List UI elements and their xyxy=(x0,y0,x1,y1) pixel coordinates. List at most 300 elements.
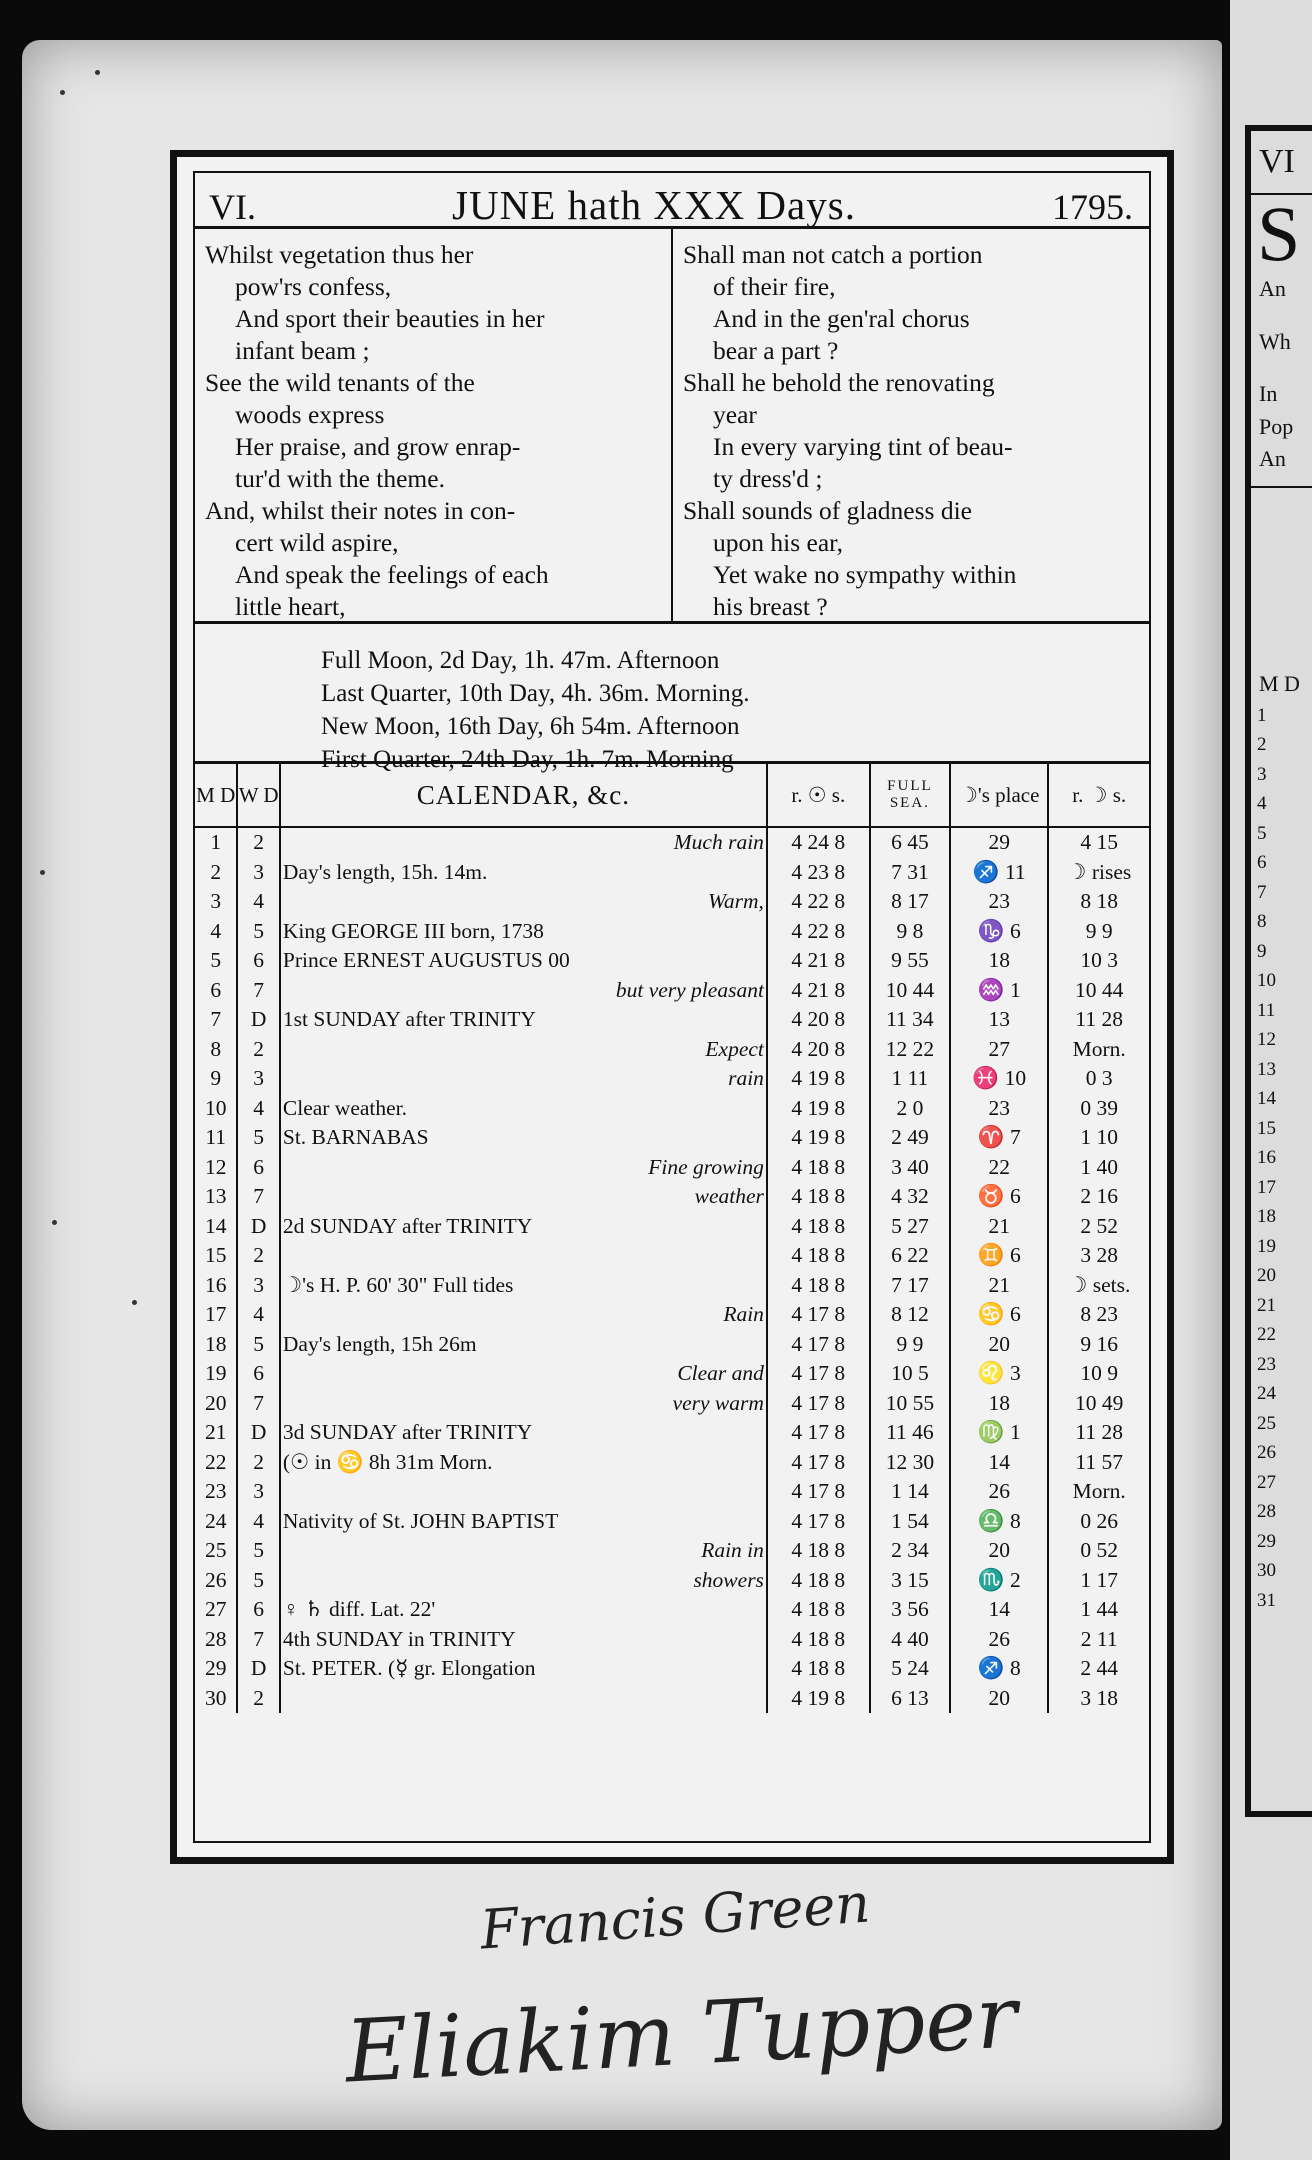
month-day: 14 xyxy=(195,1212,237,1242)
header-moon-rise-set: r. ☽ s. xyxy=(1048,764,1149,827)
month-title: JUNE hath XXX Days. xyxy=(452,182,856,228)
moon-place xyxy=(950,1684,1048,1714)
month-day: 28 xyxy=(195,1625,237,1655)
table-row xyxy=(195,1566,1149,1596)
calendar-entry xyxy=(280,1684,767,1714)
month-day: 22 xyxy=(195,1448,237,1478)
month-day: 12 xyxy=(195,1153,237,1183)
event-text: ☽'s H. P. 60' 30" Full tides xyxy=(282,1272,514,1297)
calendar-entry xyxy=(280,887,767,917)
calendar-table xyxy=(195,764,1149,1713)
facing-page-day: 6 xyxy=(1257,852,1267,874)
calendar-entry xyxy=(280,1595,767,1625)
sun-rise-set xyxy=(767,858,870,888)
sun-set: 8 xyxy=(834,918,846,943)
moon-place xyxy=(950,946,1048,976)
moon-rise-set: 3 18 xyxy=(1080,1685,1119,1710)
calendar-entry xyxy=(280,1330,767,1360)
poem-line: little heart, xyxy=(235,592,346,621)
moon-rise-set: ☽ rises xyxy=(1067,859,1132,884)
month-day: 2 xyxy=(195,858,237,888)
week-day: 5 xyxy=(237,1536,279,1566)
week-day: 3 xyxy=(237,858,279,888)
sun-rise-set xyxy=(767,1300,870,1330)
moon-rise-set: 10 44 xyxy=(1075,977,1124,1002)
event-text: 1st SUNDAY after TRINITY xyxy=(282,1007,536,1031)
poem-line: In every varying tint of beau- xyxy=(713,432,1013,461)
sun-rise-set xyxy=(767,827,870,858)
page-header xyxy=(195,173,1149,229)
sun-rise-set xyxy=(767,946,870,976)
sun-set: 8 xyxy=(834,1538,846,1562)
sun-rise: 4 18 xyxy=(791,1597,830,1621)
calendar-entry xyxy=(280,1153,767,1183)
moon-place xyxy=(950,1477,1048,1507)
moon-rise-set: 9 16 xyxy=(1080,1331,1119,1356)
week-day: 3 xyxy=(237,1271,279,1301)
sun-set: 8 xyxy=(834,1066,846,1090)
week-day: 4 xyxy=(237,1507,279,1537)
table-row xyxy=(195,1684,1149,1714)
moon-degree: 6 xyxy=(1009,918,1021,943)
month-day: 10 xyxy=(195,1094,237,1124)
moon-rise-set: 9 9 xyxy=(1085,918,1113,943)
facing-page-number: VI xyxy=(1251,131,1312,195)
sun-rise-set xyxy=(767,1566,870,1596)
calendar-entry xyxy=(280,1241,767,1271)
full-sea: 6 45 xyxy=(870,827,950,858)
week-day: 4 xyxy=(237,1094,279,1124)
month-day: 5 xyxy=(195,946,237,976)
moon-degree: 26 xyxy=(988,1626,1010,1651)
moon-place xyxy=(950,1123,1048,1153)
moon-place xyxy=(950,827,1048,858)
week-day: 2 xyxy=(237,1448,279,1478)
facing-page-day: 4 xyxy=(1257,793,1267,815)
sun-rise-set xyxy=(767,1153,870,1183)
full-sea: 7 31 xyxy=(870,858,950,888)
poem-line: See the wild tenants of the xyxy=(205,368,475,397)
month-day: 15 xyxy=(195,1241,237,1271)
month-day: 20 xyxy=(195,1389,237,1419)
moon-phase-line: New Moon, 16th Day, 6h 54m. Afternoon xyxy=(321,713,740,740)
table-row xyxy=(195,1477,1149,1507)
poem-line: ty dress'd ; xyxy=(713,464,823,493)
month-day: 23 xyxy=(195,1477,237,1507)
week-day: 5 xyxy=(237,1123,279,1153)
sun-rise: 4 19 xyxy=(791,1685,830,1710)
poem-line: of their fire, xyxy=(713,272,836,301)
weather-note: Expect xyxy=(705,1036,764,1061)
table-row xyxy=(195,1241,1149,1271)
full-sea: 4 32 xyxy=(870,1182,950,1212)
facing-page-day: 18 xyxy=(1257,1206,1276,1228)
poem-line: woods express xyxy=(235,400,385,429)
moon-rise-set: ☽ sets. xyxy=(1068,1272,1131,1297)
month-day: 30 xyxy=(195,1684,237,1714)
poem-line: pow'rs confess, xyxy=(235,272,392,301)
calendar-entry xyxy=(280,858,767,888)
month-day: 16 xyxy=(195,1271,237,1301)
facing-page-day-list xyxy=(1251,701,1312,1616)
sun-rise: 4 21 xyxy=(791,948,830,972)
sun-rise: 4 18 xyxy=(791,1154,830,1179)
week-day: 6 xyxy=(237,946,279,976)
calendar-entry xyxy=(280,1654,767,1684)
moon-place xyxy=(950,1566,1048,1596)
sun-rise: 4 22 xyxy=(791,889,830,913)
month-day: 6 xyxy=(195,976,237,1006)
moon-degree: 29 xyxy=(988,830,1010,854)
facing-page-day: 21 xyxy=(1257,1294,1276,1316)
sun-set: 8 xyxy=(834,889,846,913)
poem-line: cert wild aspire, xyxy=(235,528,399,557)
table-row xyxy=(195,1359,1149,1389)
facing-page-frame xyxy=(1245,125,1312,1817)
sun-rise: 4 17 xyxy=(791,1331,830,1356)
event-text: Nativity of St. JOHN BAPTIST xyxy=(282,1508,559,1533)
week-day: 2 xyxy=(237,1241,279,1271)
full-sea: 6 22 xyxy=(870,1241,950,1271)
month-day: 25 xyxy=(195,1536,237,1566)
moon-place xyxy=(950,1536,1048,1566)
sun-rise: 4 18 xyxy=(791,1656,830,1680)
month-day: 4 xyxy=(195,917,237,947)
facing-page-line: In xyxy=(1259,381,1278,407)
moon-rise-set: 0 39 xyxy=(1080,1095,1119,1120)
moon-degree: 6 xyxy=(1009,1302,1021,1326)
week-day: 7 xyxy=(237,1389,279,1419)
facing-page-day: 8 xyxy=(1257,911,1267,933)
weather-note: showers xyxy=(693,1567,764,1592)
header-full-sea: FULL SEA. xyxy=(870,764,950,827)
facing-page-column-head: M D xyxy=(1259,670,1300,696)
moon-place xyxy=(950,1330,1048,1360)
weather-note: Warm, xyxy=(707,889,764,913)
sun-rise: 4 18 xyxy=(791,1626,830,1651)
full-sea: 1 11 xyxy=(870,1064,950,1094)
weather-note: Clear and xyxy=(677,1361,764,1385)
table-row xyxy=(195,1625,1149,1655)
facing-page-initial: S xyxy=(1257,190,1301,277)
zodiac-sign: ♉ xyxy=(977,1184,1005,1208)
week-day: 4 xyxy=(237,887,279,917)
sun-set: 8 xyxy=(834,1597,846,1621)
moon-rise-set: 10 3 xyxy=(1080,948,1119,972)
sun-rise: 4 22 xyxy=(791,918,830,943)
calendar-entry xyxy=(280,1064,767,1094)
calendar-entry xyxy=(280,1035,767,1065)
sun-set: 8 xyxy=(834,1154,846,1179)
full-sea: 5 24 xyxy=(870,1654,950,1684)
zodiac-sign: ♈ xyxy=(977,1125,1005,1149)
poem-line: Shall sounds of gladness die xyxy=(683,496,972,525)
facing-page-day: 22 xyxy=(1257,1324,1276,1346)
calendar-entry xyxy=(280,1566,767,1596)
moon-degree: 2 xyxy=(1009,1567,1021,1592)
month-day: 3 xyxy=(195,887,237,917)
moon-degree: 23 xyxy=(988,889,1010,913)
week-day: 7 xyxy=(237,1182,279,1212)
calendar-entry xyxy=(280,1448,767,1478)
facing-page-day: 19 xyxy=(1257,1235,1276,1257)
facing-page-line: An xyxy=(1259,276,1286,301)
week-day: 6 xyxy=(237,1153,279,1183)
month-day: 18 xyxy=(195,1330,237,1360)
moon-degree: 22 xyxy=(988,1154,1010,1179)
sun-set: 8 xyxy=(834,1420,846,1444)
moon-rise-set: 0 3 xyxy=(1085,1066,1113,1090)
table-row xyxy=(195,1330,1149,1360)
facing-page-day: 13 xyxy=(1257,1058,1276,1080)
table-row xyxy=(195,1448,1149,1478)
event-text: King GEORGE III born, 1738 xyxy=(282,918,544,943)
table-row xyxy=(195,1507,1149,1537)
sun-rise-set xyxy=(767,1123,870,1153)
event-text: 2d SUNDAY after TRINITY xyxy=(282,1213,533,1238)
sun-rise-set xyxy=(767,1330,870,1360)
full-sea: 2 0 xyxy=(870,1094,950,1124)
event-text: Clear weather. xyxy=(282,1095,408,1120)
sun-set: 8 xyxy=(834,1243,846,1267)
week-day: 2 xyxy=(237,1684,279,1714)
event-text: Day's length, 15h. 14m. xyxy=(282,859,488,884)
moon-place xyxy=(950,1595,1048,1625)
full-sea: 4 40 xyxy=(870,1625,950,1655)
moon-place xyxy=(950,1005,1048,1035)
poem-line: upon his ear, xyxy=(713,528,843,557)
full-sea: 1 14 xyxy=(870,1477,950,1507)
moon-degree: 11 xyxy=(1004,859,1026,884)
sun-rise: 4 17 xyxy=(791,1479,830,1503)
moon-rise-set: 2 16 xyxy=(1080,1184,1119,1208)
moon-place xyxy=(950,1418,1048,1448)
event-text: St. BARNABAS xyxy=(282,1125,429,1149)
week-day: 7 xyxy=(237,1625,279,1655)
month-day: 9 xyxy=(195,1064,237,1094)
facing-page-day: 30 xyxy=(1257,1560,1276,1582)
moon-place xyxy=(950,1064,1048,1094)
event-text: ♀ ♄ diff. Lat. 22' xyxy=(282,1597,436,1621)
sun-set: 8 xyxy=(834,1361,846,1385)
facing-page-day: 31 xyxy=(1257,1589,1276,1611)
moon-degree: 6 xyxy=(1009,1243,1021,1267)
table-row xyxy=(195,827,1149,858)
table-row xyxy=(195,1064,1149,1094)
moon-degree: 18 xyxy=(988,948,1010,972)
poem-line: Shall man not catch a portion xyxy=(683,240,983,269)
moon-degree: 20 xyxy=(988,1331,1010,1356)
table-row xyxy=(195,1418,1149,1448)
sun-rise: 4 18 xyxy=(791,1272,830,1297)
sun-rise: 4 18 xyxy=(791,1538,830,1562)
sun-set: 8 xyxy=(834,859,846,884)
moon-rise-set: 11 57 xyxy=(1075,1449,1123,1474)
calendar-entry xyxy=(280,1005,767,1035)
week-day: D xyxy=(237,1654,279,1684)
calendar-entry xyxy=(280,1389,767,1419)
sun-set: 8 xyxy=(834,1390,846,1415)
sun-set: 8 xyxy=(834,1213,846,1238)
zodiac-sign: ♍ xyxy=(977,1420,1005,1444)
full-sea: 2 34 xyxy=(870,1536,950,1566)
moon-place xyxy=(950,976,1048,1006)
poem-line: And sport their beauties in her xyxy=(235,304,545,333)
year: 1795. xyxy=(1052,187,1133,227)
sun-set: 8 xyxy=(834,1095,846,1120)
moon-place xyxy=(950,1389,1048,1419)
facing-page-day: 2 xyxy=(1257,734,1267,756)
sun-rise-set xyxy=(767,1595,870,1625)
table-row xyxy=(195,1123,1149,1153)
signature-francis-green: Francis Green xyxy=(478,1871,873,1962)
moon-place xyxy=(950,1448,1048,1478)
facing-page xyxy=(1230,0,1312,2160)
table-row xyxy=(195,917,1149,947)
moon-place xyxy=(950,1359,1048,1389)
month-day: 27 xyxy=(195,1595,237,1625)
facing-page-day: 7 xyxy=(1257,881,1267,903)
sun-set: 8 xyxy=(834,977,846,1002)
facing-page-day: 28 xyxy=(1257,1501,1276,1523)
header-calendar: CALENDAR, &c. xyxy=(280,764,767,827)
moon-degree: 10 xyxy=(1004,1066,1027,1090)
moon-degree: 14 xyxy=(988,1449,1010,1474)
table-row xyxy=(195,1595,1149,1625)
facing-page-day: 16 xyxy=(1257,1147,1276,1169)
sun-set: 8 xyxy=(834,1302,846,1326)
sun-set: 8 xyxy=(834,1184,846,1208)
sun-rise-set xyxy=(767,1094,870,1124)
moon-rise-set: 10 49 xyxy=(1075,1390,1124,1415)
month-day: 1 xyxy=(195,827,237,858)
sun-rise: 4 23 xyxy=(791,859,830,884)
moon-place xyxy=(950,1625,1048,1655)
poem-left-column xyxy=(195,229,673,621)
moon-phase-line: First Quarter, 24th Day, 1h. 7m. Morning xyxy=(321,746,734,773)
weather-note: weather xyxy=(694,1184,764,1208)
sun-set: 8 xyxy=(834,948,846,972)
sun-set: 8 xyxy=(834,1449,846,1474)
moon-phase-line: Last Quarter, 10th Day, 4h. 36m. Morning. xyxy=(321,680,750,707)
moon-degree: 14 xyxy=(988,1597,1010,1621)
header-month-day: M D xyxy=(195,764,237,827)
week-day: 3 xyxy=(237,1064,279,1094)
zodiac-sign: ♎ xyxy=(977,1508,1005,1533)
sun-set: 8 xyxy=(834,1272,846,1297)
moon-degree: 20 xyxy=(988,1538,1010,1562)
moon-degree: 13 xyxy=(988,1007,1010,1031)
calendar-entry xyxy=(280,827,767,858)
full-sea: 8 12 xyxy=(870,1300,950,1330)
moon-place xyxy=(950,1094,1048,1124)
zodiac-sign: ♌ xyxy=(977,1361,1005,1385)
full-sea: 3 40 xyxy=(870,1153,950,1183)
month-day: 7 xyxy=(195,1005,237,1035)
moon-phases xyxy=(195,624,1149,773)
facing-page-day: 20 xyxy=(1257,1265,1276,1287)
sun-rise-set xyxy=(767,1212,870,1242)
full-sea: 8 17 xyxy=(870,887,950,917)
calendar-entry xyxy=(280,1212,767,1242)
month-day: 11 xyxy=(195,1123,237,1153)
moon-rise-set: 2 44 xyxy=(1080,1656,1119,1680)
moon-place xyxy=(950,1035,1048,1065)
month-day: 8 xyxy=(195,1035,237,1065)
table-row xyxy=(195,976,1149,1006)
full-sea: 9 8 xyxy=(870,917,950,947)
calendar-entry xyxy=(280,1094,767,1124)
facing-page-line: Wh xyxy=(1259,328,1291,354)
moon-place xyxy=(950,1153,1048,1183)
table-row xyxy=(195,1536,1149,1566)
moon-degree: 27 xyxy=(988,1036,1010,1061)
sun-set: 8 xyxy=(834,1479,846,1503)
signature-eliakim-tupper: Eliakim Tupper xyxy=(342,1967,1020,2103)
zodiac-sign: ♒ xyxy=(977,977,1005,1002)
moon-rise-set: 1 40 xyxy=(1080,1154,1119,1179)
weather-note: very warm xyxy=(672,1390,764,1415)
full-sea: 10 5 xyxy=(870,1359,950,1389)
header-week-day: W D xyxy=(237,764,279,827)
calendar-entry xyxy=(280,1359,767,1389)
sun-rise-set xyxy=(767,1271,870,1301)
sun-rise-set xyxy=(767,1005,870,1035)
sun-rise-set xyxy=(767,1684,870,1714)
moon-rise-set: 11 28 xyxy=(1075,1420,1123,1444)
sun-rise-set xyxy=(767,1389,870,1419)
week-day: 5 xyxy=(237,1566,279,1596)
table-row xyxy=(195,946,1149,976)
sun-rise-set xyxy=(767,1625,870,1655)
sun-set: 8 xyxy=(834,1331,846,1356)
moon-rise-set: 1 44 xyxy=(1080,1597,1119,1621)
moon-degree: 8 xyxy=(1009,1508,1021,1533)
header-moon-place: ☽'s place xyxy=(950,764,1048,827)
moon-degree: 1 xyxy=(1009,1420,1021,1444)
sun-set: 8 xyxy=(834,1656,846,1680)
sun-rise: 4 18 xyxy=(791,1567,830,1592)
zodiac-sign: ♏ xyxy=(977,1567,1005,1592)
sun-rise: 4 20 xyxy=(791,1007,830,1031)
poem xyxy=(195,229,1149,624)
poem-line: Shall he behold the renovating xyxy=(683,368,995,397)
calendar-entry xyxy=(280,1300,767,1330)
full-sea: 2 49 xyxy=(870,1123,950,1153)
poem-line: Yet wake no sympathy within xyxy=(713,560,1017,589)
full-sea: 3 56 xyxy=(870,1595,950,1625)
week-day: 2 xyxy=(237,1035,279,1065)
moon-degree: 1 xyxy=(1009,977,1021,1002)
poem-line: his breast ? xyxy=(713,592,828,621)
zodiac-sign: ♓ xyxy=(972,1066,1000,1090)
poem-line: And in the gen'ral chorus xyxy=(713,304,970,333)
sun-rise: 4 19 xyxy=(791,1066,830,1090)
table-row xyxy=(195,1094,1149,1124)
sun-rise: 4 19 xyxy=(791,1125,830,1149)
full-sea: 6 13 xyxy=(870,1684,950,1714)
full-sea: 9 9 xyxy=(870,1330,950,1360)
moon-rise-set: 0 52 xyxy=(1080,1538,1119,1562)
facing-page-day: 12 xyxy=(1257,1029,1276,1051)
month-day: 24 xyxy=(195,1507,237,1537)
full-sea: 3 15 xyxy=(870,1566,950,1596)
moon-rise-set: 1 17 xyxy=(1080,1567,1119,1592)
sun-set: 8 xyxy=(834,1007,846,1031)
sun-rise: 4 18 xyxy=(791,1184,830,1208)
table-row xyxy=(195,858,1149,888)
calendar-entry xyxy=(280,1625,767,1655)
